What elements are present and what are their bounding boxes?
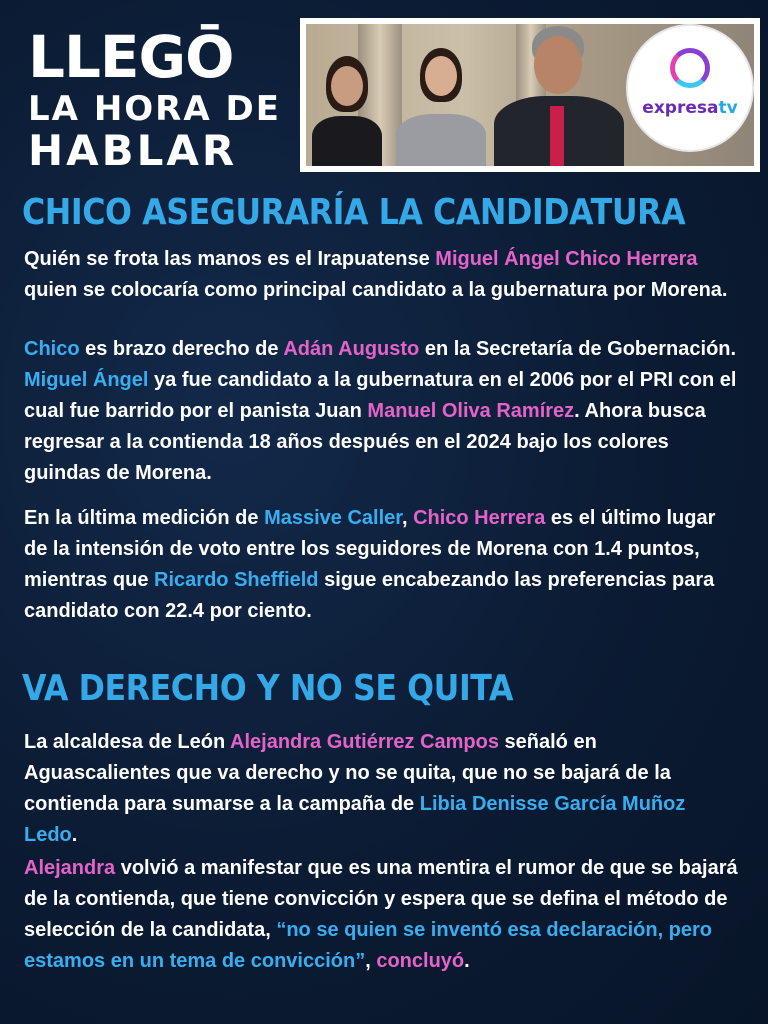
person-woman-left [312, 56, 382, 166]
paragraph-3: En la última medición de Massive Caller, Chico Herrera es el último lugar de la intensión de voto entre los seguidores de Morena con 1.4 puntos, mientras que Ricardo Sheffield sigue encabezando las preferencias para candidato con 22.4 por ciento. [24, 507, 716, 622]
expresatv-wordmark: expresatv [642, 98, 738, 118]
section-title-candidatura: CHICO ASEGURARÍA LA CANDIDATURA [22, 192, 686, 233]
brand-line-1: LLEGŌ [28, 23, 234, 91]
person-woman-center [396, 48, 486, 166]
brand-line-3: HABLAR [28, 126, 238, 175]
brand-logo [28, 23, 288, 175]
section-title-va-derecho: VA DERECHO Y NO SE QUITA [22, 668, 514, 709]
person-man [494, 26, 624, 166]
paragraph-1: Quién se frota las manos es el Irapuatense Miguel Ángel Chico Herrera quien se colocaría como principal candidato a la gubernatura por Morena. [24, 248, 728, 301]
expresatv-mark-icon [670, 48, 710, 88]
expresatv-logo [628, 26, 752, 150]
brand-line-2: LA HORA DE [28, 89, 281, 129]
paragraph-4: La alcaldesa de León Alejandra Gutiérrez Campos señaló en Aguascalientes que va derecho y no se quita, que no se bajará de la contienda para sumarse a la campaña de Libia Denisse García Muñoz Ledo. [24, 731, 686, 846]
paragraph-5: Alejandra volvió a manifestar que es una mentira el rumor de que se bajará de la contienda, que tiene convicción y espera que se defina el método de selección de la candidata, “no se quien se inventó esa declaración, pero estamos en un tema de convicción”, concluyó. [24, 857, 738, 972]
paragraph-2: Chico es brazo derecho de Adán Augusto en la Secretaría de Gobernación. Miguel Ángel ya fue candidato a la gubernatura en el 2006 por el PRI con el cual fue barrido por el panista Juan Manuel Oliva Ramírez. Ahora busca regresar a la contienda 18 años después en el 2024 bajo los colores guindas de Morena. [24, 338, 737, 484]
